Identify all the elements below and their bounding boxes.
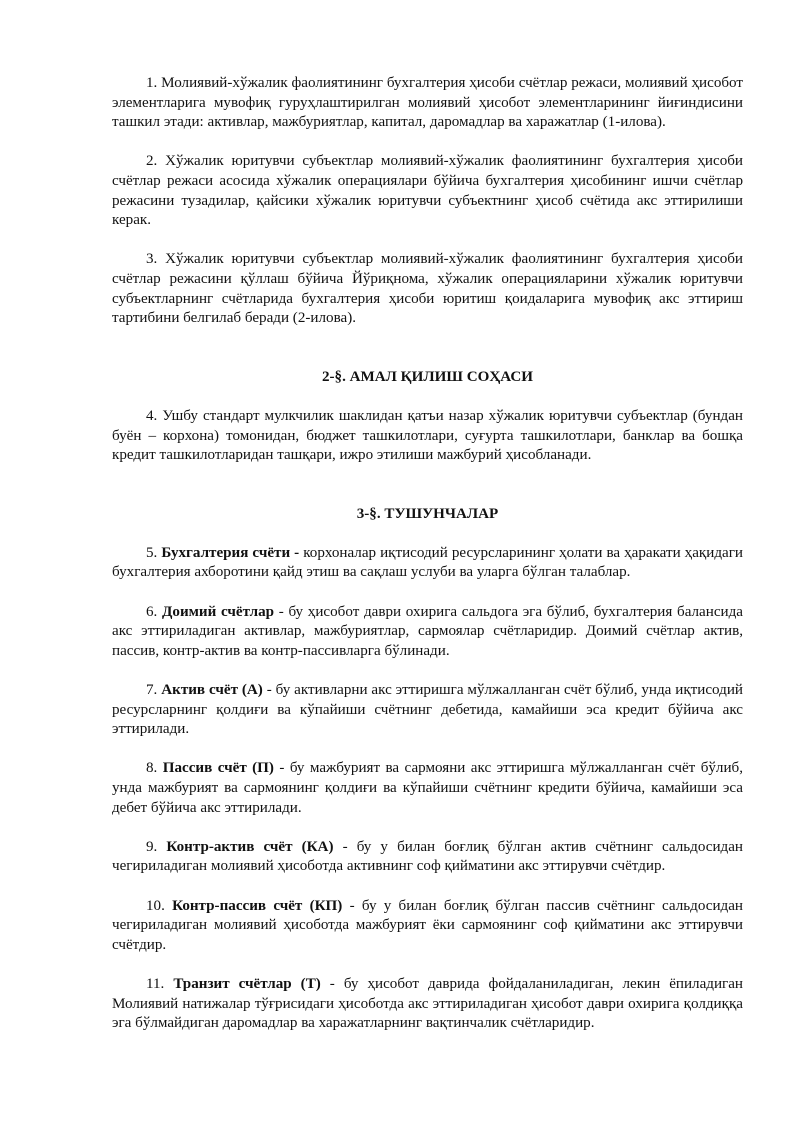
definition-text: - бу у билан боғлиқ бўлган актив счётнинг сальдосидан чегириладиган молиявий ҳисоботда активнинг соф қийматини акс эттирувчи счётдир. (112, 838, 743, 875)
paragraph-number: 11. (146, 975, 165, 992)
paragraph-4 (112, 407, 743, 466)
definition-text: - бу мажбурият ва сармояни акс эттиришга мўлжалланган счёт бўлиб, унда мажбурият ва сармоянинг қолдиғи ва кўпайиши счётнинг кредити бўйича, камайиши эса дебет бўйича акс эттирилади. (112, 760, 743, 816)
paragraph-text: Ушбу стандарт мулкчилик шаклидан қатъи назар хўжалик юритувчи субъектлар (бундан буён – корхона) томонидан, бюджет ташкилотлари, суғурта ташкилотлари, банклар ва бошқа кредит ташкилотларидан ташқари, ижро этилиши мажбурий ҳисобланади. (112, 407, 743, 464)
definition-7 (112, 681, 743, 740)
paragraph-number: 4. (146, 407, 158, 424)
definition-11 (112, 975, 743, 1034)
section-2-heading: 2-§. АМАЛ ҚИЛИШ СОҲАСИ (321, 368, 534, 385)
paragraph-2 (112, 152, 743, 230)
definition-term: Бухгалтерия счёти - (161, 544, 300, 561)
definition-term: Контр-актив счёт (КА) (166, 838, 334, 855)
definition-text: корхоналар иқтисодий ресурсларининг ҳолати ва ҳаракати ҳақидаги бухгалтерия ахборотини қайд этиш ва сақлаш услуби ва уларга бўлган талаблар. (112, 544, 743, 581)
definition-term: Пассив счёт (П) (162, 760, 274, 777)
paragraph-number: 2. (146, 153, 158, 170)
paragraph-3 (112, 250, 743, 328)
definition-term: Актив счёт (А) (161, 682, 263, 699)
definition-8 (112, 759, 743, 818)
definition-text: - бу у билан боғлиқ бўлган пассив счётнинг сальдосидан чегириладиган молиявий ҳисоботда мажбурият ёки сармоянинг соф қийматини акс эттирувчи счётдир. (112, 897, 743, 953)
paragraph-number: 8. (146, 760, 158, 777)
definition-9 (112, 838, 743, 877)
paragraph-number: 1. (146, 75, 158, 91)
definition-term: Контр-пассив счёт (КП) (172, 897, 343, 914)
paragraph-text: Молиявий-хўжалик фаолиятининг бухгалтерия ҳисоби счётлар режаси, молиявий ҳисобот элементларига мувофиқ гуруҳлаштирилган молиявий ҳисобот элементларининг йиғиндисини ташкил этади: активлар, мажбуриятлар, капитал, даромадлар ва харажатлар (1-илова). (112, 75, 743, 131)
paragraph-text: Хўжалик юритувчи субъектлар молиявий-хўжалик фаолиятининг бухгалтерия ҳисоби счётлар режасини қўллаш бўйича Йўриқнома, хўжалик операцияларини хўжалик юритувчи субъектларнинг счётларида бухгалтерия ҳисоби юритиш қоидаларига мувофиқ акс эттириш тартибини белгилаб беради (2-илова). (112, 251, 744, 327)
definition-10 (112, 897, 743, 956)
paragraph-number: 7. (146, 682, 158, 699)
paragraph-number: 3. (146, 251, 158, 268)
paragraph-text: Хўжалик юритувчи субъектлар молиявий-хўжалик фаолиятининг бухгалтерия ҳисоби счётлар режаси асосида хўжалик операциялари бўйича бухгалтерия ҳисобининг ишчи счётлар режасини тузадилар, қайсики хўжалик юритувчи субъектнинг ҳисоб счётида акс эттирилиши керак. (112, 153, 744, 229)
definition-text: - бу ҳисобот даврида фойдаланиладиган, лекин ёпиладиган Молиявий натижалар тўғрисидаги ҳисоботда акс эттириладиган ҳисобот даври охирига қолдиққа эга бўлмайдиган даромадлар ва харажатларнинг вақтинчалик счётларидир. (112, 975, 744, 1032)
paragraph-number: 6. (146, 603, 158, 620)
definition-6 (112, 603, 743, 662)
definition-term: Доимий счётлар (162, 603, 275, 620)
definition-text: - бу активларни акс эттиришга мўлжалланган счёт бўлиб, унда иқтисодий ресурсларнинг қолдиғи ва кўпайиши счётнинг дебетида, камайиши эса кредит бўйича акс эттирилади. (112, 682, 743, 738)
paragraph-number: 9. (146, 838, 158, 855)
definition-term: Транзит счётлар (Т) (173, 975, 321, 992)
definition-5 (112, 544, 743, 583)
paragraph-number: 5. (146, 544, 158, 561)
definition-text: - бу ҳисобот даври охирига сальдога эга бўлиб, бухгалтерия балансида акс эттириладиган активлар, мажбуриятлар, сармоялар счётларидир. Доимий счётлар актив, пассив, контр-актив ва контр-пассивларга бўлинади. (112, 603, 743, 659)
paragraph-1 (112, 74, 743, 133)
section-3-heading: 3-§. ТУШУНЧАЛАР (356, 505, 499, 522)
paragraph-number: 10. (146, 897, 165, 914)
